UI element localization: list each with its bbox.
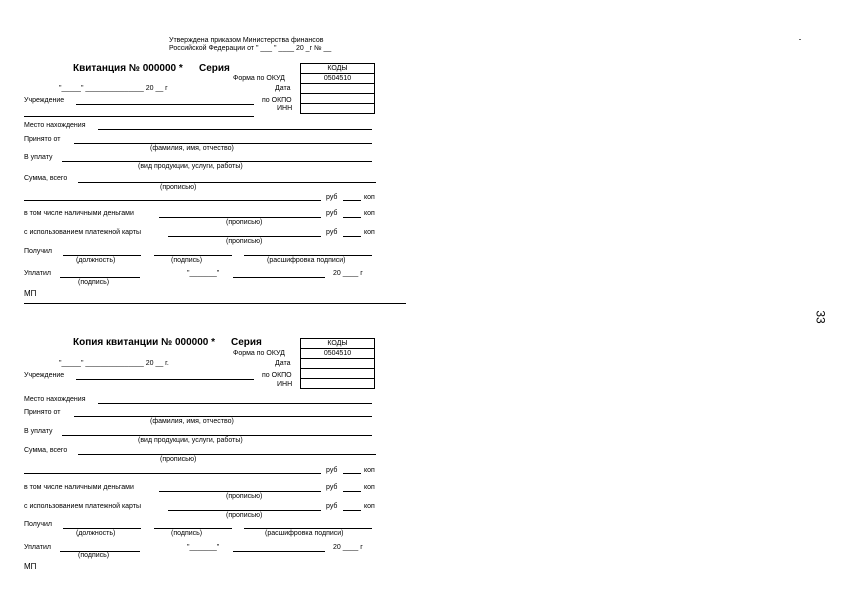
product-hint: (вид продукции, услуги, работы) <box>138 437 243 444</box>
copy-date-line: "_____" _______________ 20 __ г. <box>59 360 169 367</box>
product-hint: (вид продукции, услуги, работы) <box>138 163 243 170</box>
signature-hint: (подпись) <box>78 279 110 286</box>
inn-label: ИНН <box>277 381 293 388</box>
rub-label: руб <box>326 467 338 474</box>
okpo-label: по ОКПО <box>262 372 292 379</box>
date-label: Дата <box>275 85 291 92</box>
codes-header: КОДЫ <box>301 339 374 349</box>
institution-label: Учреждение <box>24 372 65 379</box>
in-words-hint: (прописью) <box>160 184 197 191</box>
in-words-hint: (прописью) <box>226 219 263 226</box>
paid-label: Уплатил <box>24 544 51 551</box>
receipt-title: Квитанция № 000000 * <box>73 63 183 74</box>
speck <box>799 39 801 40</box>
rub-label: руб <box>326 210 338 217</box>
page-number-mark: 33 <box>813 310 828 324</box>
copy-series: Серия <box>231 337 262 348</box>
payment-for-label: В уплату <box>24 428 53 435</box>
payment-for-label: В уплату <box>24 154 53 161</box>
kop-label: коп <box>364 484 375 491</box>
cut-line <box>24 303 406 304</box>
inn-label: ИНН <box>277 105 293 112</box>
approval-line-1: Утверждена приказом Министерства финансов <box>169 37 324 44</box>
received-from-label: Принято от <box>24 409 61 416</box>
copy-title: Копия квитанции № 000000 * <box>73 337 215 348</box>
stamp-place-label: МП <box>24 562 37 571</box>
year-line: 20 ____ г <box>333 270 363 277</box>
signature-hint: (подпись) <box>171 257 203 264</box>
date-label: Дата <box>275 360 291 367</box>
fio-hint: (фамилия, имя, отчество) <box>150 418 234 425</box>
signature-hint: (подпись) <box>171 530 203 537</box>
rub-label: руб <box>326 484 338 491</box>
institution-label: Учреждение <box>24 97 65 104</box>
okud-label: Форма по ОКУД <box>233 350 285 357</box>
in-words-hint: (прописью) <box>226 512 263 519</box>
position-hint: (должность) <box>76 530 116 537</box>
date-code <box>301 359 374 369</box>
incl-cash-label: в том числе наличными деньгами <box>24 210 134 217</box>
stamp-place-label: МП <box>24 289 37 298</box>
rub-label: руб <box>326 503 338 510</box>
kop-label: коп <box>364 229 375 236</box>
kop-label: коп <box>364 467 375 474</box>
in-words-hint: (прописью) <box>226 238 263 245</box>
receipt-date-line: "_____" _______________ 20 __ г <box>59 85 168 92</box>
rub-label: руб <box>326 229 338 236</box>
decode-hint: (расшифровка подписи) <box>265 530 344 537</box>
in-words-hint: (прописью) <box>226 493 263 500</box>
paid-label: Уплатил <box>24 270 51 277</box>
location-label: Место нахождения <box>24 396 86 403</box>
position-hint: (должность) <box>76 257 116 264</box>
okud-code: 0504510 <box>301 74 374 84</box>
okpo-code <box>301 94 374 104</box>
kop-label: коп <box>364 194 375 201</box>
in-words-hint: (прописью) <box>160 456 197 463</box>
codes-box <box>300 63 375 114</box>
with-card-label: с использованием платежной карты <box>24 503 142 510</box>
signature-hint: (подпись) <box>78 552 110 559</box>
codes-header: КОДЫ <box>301 64 374 74</box>
rub-label: руб <box>326 194 338 201</box>
okud-label: Форма по ОКУД <box>233 75 285 82</box>
kop-label: коп <box>364 210 375 217</box>
quote-date: "_______" <box>187 544 220 551</box>
location-label: Место нахождения <box>24 122 86 129</box>
copy-codes-box <box>300 338 375 389</box>
sum-total-label: Сумма, всего <box>24 175 68 182</box>
incl-cash-label: в том числе наличными деньгами <box>24 484 134 491</box>
okpo-code <box>301 369 374 379</box>
inn-code <box>301 104 374 114</box>
okpo-label: по ОКПО <box>262 97 292 104</box>
okud-code: 0504510 <box>301 349 374 359</box>
date-code <box>301 84 374 94</box>
receipt-series: Серия <box>199 63 230 74</box>
received-from-label: Принято от <box>24 136 61 143</box>
with-card-label: с использованием платежной карты <box>24 229 142 236</box>
approval-line-2: Российской Федерации от " ___ " ____ 20 _г № __ <box>169 45 332 52</box>
year-line: 20 ____ г <box>333 544 363 551</box>
quote-date: "_______" <box>187 270 220 277</box>
received-label: Получил <box>24 248 52 255</box>
decode-hint: (расшифровка подписи) <box>267 257 346 264</box>
kop-label: коп <box>364 503 375 510</box>
sum-total-label: Сумма, всего <box>24 447 68 454</box>
inn-code <box>301 379 374 389</box>
received-label: Получил <box>24 521 52 528</box>
fio-hint: (фамилия, имя, отчество) <box>150 145 234 152</box>
